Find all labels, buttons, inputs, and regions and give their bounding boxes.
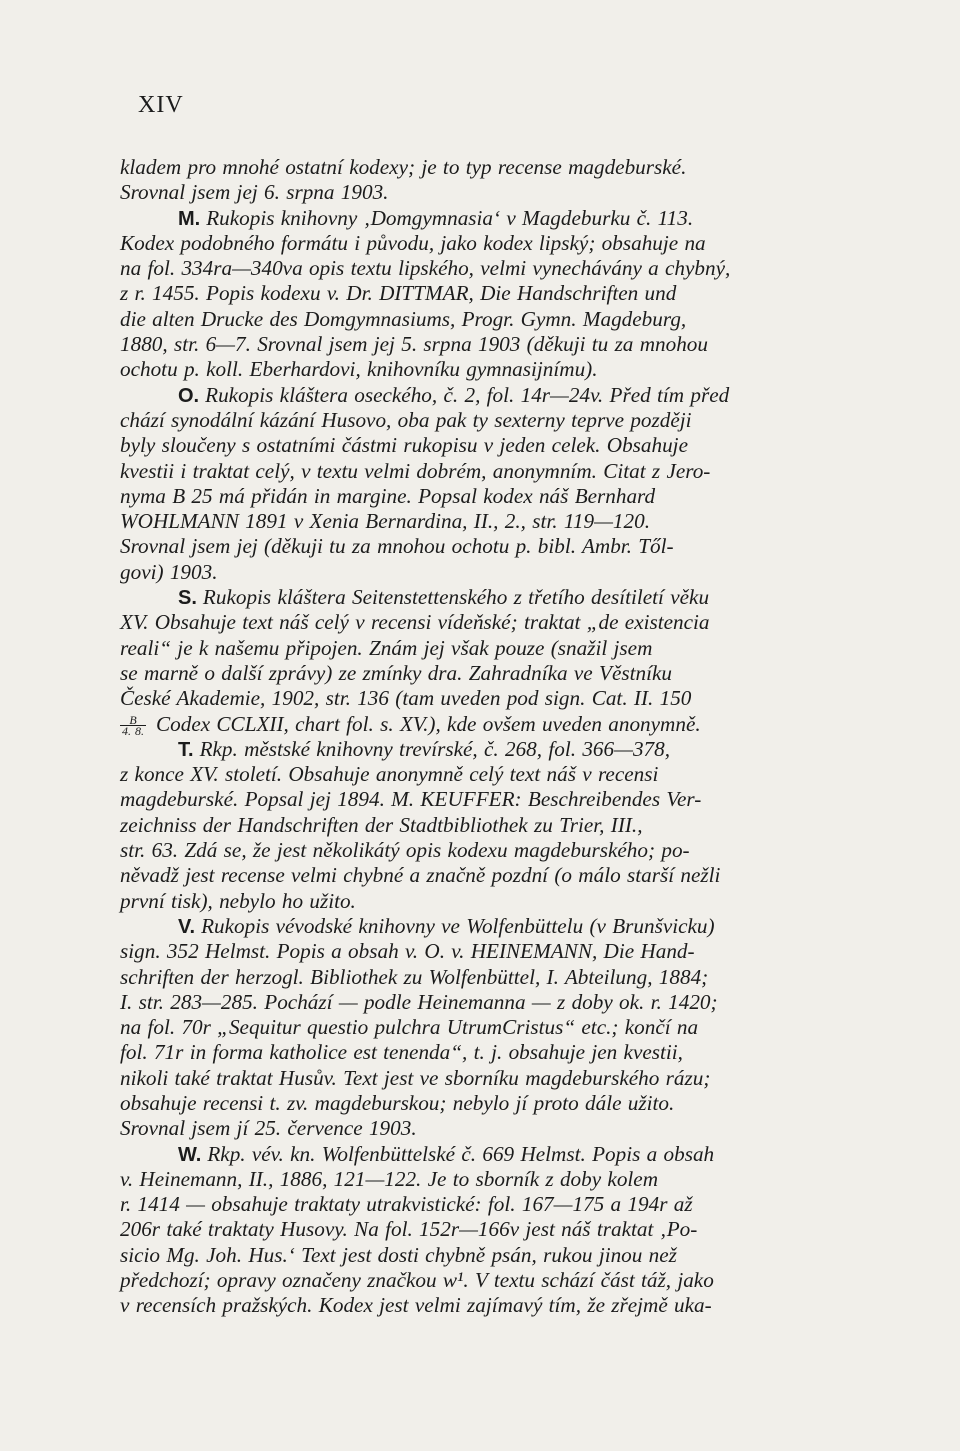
line-text: nyma B 25 má přidán in margine. Popsal kodex náš Bernhard (120, 483, 656, 508)
line-text: Rukopis kláštera oseckého, č. 2, fol. 14r—24v. Před tím před (205, 382, 730, 407)
line-text: XV. Obsahuje text náš celý v recensi vídeňské; traktat „de existencia (120, 610, 710, 635)
section-heading-line (120, 585, 870, 610)
text-line (120, 990, 870, 1015)
line-text: předchozí; opravy označeny značkou w¹. V textu schází část táž, jako (120, 1268, 714, 1293)
line-text: 206r také traktaty Husovy. Na fol. 152r—166v jest náš traktat ‚Po- (120, 1217, 698, 1242)
line-text: Kodex podobného formátu i původu, jako kodex lipský; obsahuje na (120, 230, 706, 255)
line-text: nikoli také traktat Husův. Text jest ve sborníku magdeburského rázu; (120, 1065, 711, 1090)
text-line (120, 281, 870, 306)
text-line (120, 1192, 870, 1217)
shelfmark-fraction (120, 713, 146, 739)
text-line (120, 256, 870, 281)
line-text: magdeburské. Popsal jej 1894. M. KEUFFER: Beschreibendes Ver- (120, 787, 702, 812)
fraction-numerator: B (120, 715, 146, 726)
text-line (120, 965, 870, 990)
line-text: chází synodální kázání Husovo, oba pak ty sexterny teprve později (120, 407, 692, 432)
line-text: Srovnal jsem jí 25. července 1903. (120, 1116, 417, 1141)
section-heading-line (120, 737, 870, 762)
text-line (120, 1116, 870, 1141)
text-line (120, 1268, 870, 1293)
line-text: Rkp. městské knihovny trevírské, č. 268, fol. 366—378, (199, 736, 671, 761)
manuscript-siglum: S. (178, 587, 197, 610)
line-text: na fol. 70r „Sequitur questio pulchra UtrumCristus“ etc.; končí na (120, 1015, 699, 1040)
text-line (120, 762, 870, 787)
line-text: reali“ je k našemu připojen. Znám jej však pouze (snažil jsem (120, 635, 653, 660)
line-text: se marně o další zprávy) ze zmínky dra. Zahradníka ve Věstníku (120, 660, 672, 685)
text-line (120, 1015, 870, 1040)
text-line (120, 307, 870, 332)
line-text: govi) 1903. (120, 559, 218, 584)
text-line (120, 332, 870, 357)
text-line (120, 636, 870, 661)
text-line (120, 1167, 870, 1192)
line-text: Rukopis kláštera Seitenstettenského z třetího desítiletí věku (202, 585, 710, 610)
line-text: Rukopis knihovny ‚Domgymnasia‘ v Magdeburku č. 113. (206, 205, 694, 230)
line-text: fol. 71r in forma katholice est tenenda“, t. j. obsahuje jen kvestii, (120, 1040, 683, 1065)
line-text: str. 63. Zdá se, že jest několikátý opis kodexu magdeburského; po- (120, 838, 690, 863)
section-heading-line (120, 206, 870, 231)
fraction-denominator: 4. 8. (122, 724, 144, 739)
line-text: sicio Mg. Joh. Hus.‘ Text jest dosti chybně psán, rukou jinou než (120, 1242, 677, 1267)
text-line (120, 1293, 870, 1318)
line-text: první tisk), nebylo ho užito. (120, 888, 356, 913)
text-line (120, 939, 870, 964)
line-text: kladem pro mnohé ostatní kodexy; je to typ recense magdeburské. (120, 155, 687, 179)
manuscript-siglum: O. (178, 384, 200, 407)
line-text: WOHLMANN 1891 v Xenia Bernardina, II., 2., str. 119—120. (120, 509, 651, 534)
text-line (120, 459, 870, 484)
text-line (120, 1066, 870, 1091)
text-line (120, 838, 870, 863)
line-text: v recensích pražských. Kodex jest velmi zajímavý tím, že zřejmě uka- (120, 1293, 712, 1318)
text-line (120, 560, 870, 585)
line-text: České Akademie, 1902, str. 136 (tam uveden pod sign. Cat. II. 150 (120, 686, 692, 711)
text-line (120, 357, 870, 382)
text-line (120, 889, 870, 914)
line-text: ochotu p. koll. Eberhardovi, knihovníku gymnasijnímu). (120, 357, 598, 382)
line-text: z konce XV. století. Obsahuje anonymně celý text náš v recensi (120, 762, 659, 787)
text-line (120, 863, 870, 888)
line-text: obsahuje recensi t. zv. magdeburskou; nebylo jí proto dále užito. (120, 1090, 675, 1115)
text-line (120, 509, 870, 534)
line-text: Rukopis vévodské knihovny ve Wolfenbüttelu (v Brunšvicku) (201, 913, 715, 938)
text-line (120, 1217, 870, 1242)
text-line (120, 1091, 870, 1116)
section-heading-line (120, 383, 870, 408)
page-number: XIV (138, 92, 184, 118)
text-line (120, 686, 870, 711)
section-heading-line (120, 1142, 870, 1167)
line-text: byly sloučeny s ostatními částmi rukopisu v jeden celek. Obsahuje (120, 433, 688, 458)
line-text: die alten Drucke des Domgymnasiums, Progr. Gymn. Magdeburg, (120, 306, 687, 331)
line-text: Srovnal jsem jej (děkuji tu za mnohou ochotu p. bibl. Ambr. Től- (120, 534, 674, 559)
text-line (120, 534, 870, 559)
line-text: Rkp. vév. kn. Wolfenbüttelské č. 669 Helmst. Popis a obsah (207, 1141, 715, 1166)
text-line (120, 787, 870, 812)
line-text: něvadž jest recense velmi chybné a značně pozdní (o málo starší nežli (120, 863, 721, 888)
manuscript-siglum: V. (178, 915, 196, 938)
text-line (120, 155, 870, 180)
line-text: schriften der herzogl. Bibliothek zu Wolfenbüttel, I. Abteilung, 1884; (120, 964, 709, 989)
line-text: I. str. 283—285. Pochází — podle Heinemanna — z doby ok. r. 1420; (120, 989, 718, 1014)
line-text: sign. 352 Helmst. Popis a obsah v. O. v. HEINEMANN, Die Hand- (120, 939, 695, 964)
line-text: v. Heinemann, II., 1886, 121—122. Je to sborník z doby kolem (120, 1166, 659, 1191)
body-text (120, 155, 870, 1319)
manuscript-siglum: M. (178, 207, 201, 230)
manuscript-siglum: W. (178, 1143, 202, 1166)
line-text: Srovnal jsem jej 6. srpna 1903. (120, 180, 389, 205)
text-line (120, 1243, 870, 1268)
text-line (120, 231, 870, 256)
section-heading-line (120, 914, 870, 939)
line-text: kvestii i traktat celý, v textu velmi dobrém, anonymním. Citat z Jero- (120, 458, 711, 483)
text-line (120, 433, 870, 458)
line-text: Codex CCLXII, chart fol. s. XV.), kde ovšem uveden anonymně. (156, 711, 701, 736)
text-line (120, 610, 870, 635)
text-line (120, 484, 870, 509)
line-text: na fol. 334ra—340va opis textu lipského, velmi vynechávány a chybný, (120, 256, 731, 281)
text-line (120, 813, 870, 838)
line-text: z r. 1455. Popis kodexu v. Dr. DITTMAR, Die Handschriften und (120, 281, 677, 306)
manuscript-siglum: T. (178, 738, 194, 761)
text-line (120, 1040, 870, 1065)
line-text: r. 1414 — obsahuje traktaty utrakvistické: fol. 167—175 a 194r až (120, 1192, 693, 1217)
line-text: zeichniss der Handschriften der Stadtbibliothek zu Trier, III., (120, 812, 643, 837)
text-line (120, 661, 870, 686)
line-text: 1880, str. 6—7. Srovnal jsem jej 5. srpna 1903 (děkuji tu za mnohou (120, 332, 708, 357)
text-line (120, 712, 870, 737)
text-line (120, 180, 870, 205)
text-line (120, 408, 870, 433)
